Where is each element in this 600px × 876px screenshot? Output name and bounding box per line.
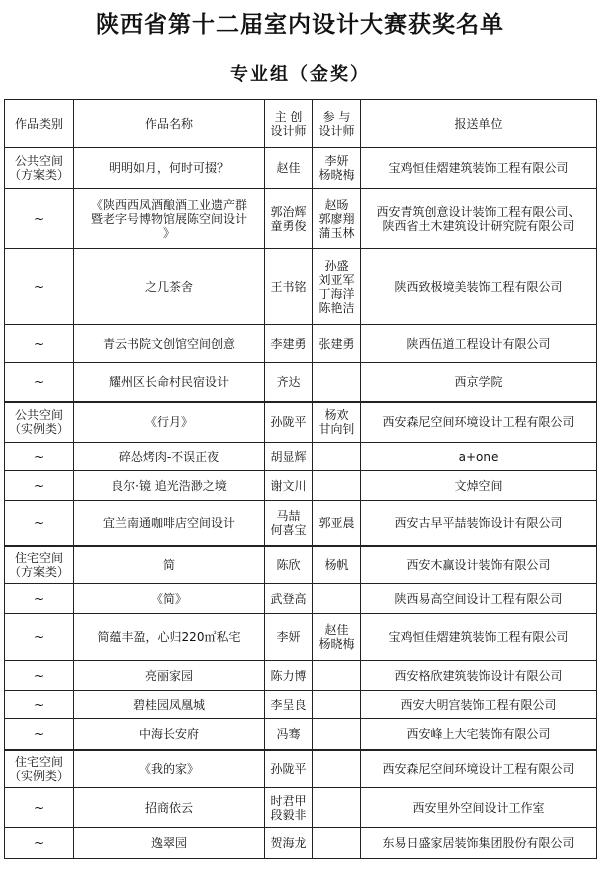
header-category: 作品类别 <box>5 100 74 148</box>
table-row <box>5 750 597 788</box>
table-row <box>5 148 597 189</box>
cell-lead-designer: 胡显辉 <box>265 443 313 471</box>
header-lead-designer: 主 创 设计师 <box>265 100 313 148</box>
cell-lead-designer: 赵佳 <box>265 148 313 189</box>
cell-lead-designer: 陈欣 <box>265 546 313 584</box>
cell-unit: 宝鸡恒佳熠建筑装饰工程有限公司 <box>361 148 597 189</box>
cell-lead-designer: 孙陇平 <box>265 750 313 788</box>
cell-work: 青云书院文创馆空间创意 <box>74 325 265 363</box>
cell-work: 《我的家》 <box>74 750 265 788</box>
cell-category: ~ <box>5 788 74 828</box>
header-unit: 报送单位 <box>361 100 597 148</box>
cell-work: 碎怂烤肉-不误正夜 <box>74 443 265 471</box>
cell-lead-designer: 孙陇平 <box>265 402 313 443</box>
table-row <box>5 546 597 584</box>
table-row <box>5 584 597 614</box>
cell-category: ~ <box>5 325 74 363</box>
cell-unit: 西安青筑创意设计装饰工程有限公司、 陕西省土木建筑设计研究院有限公司 <box>361 189 597 249</box>
cell-participants: 赵佳 杨晓梅 <box>313 614 361 661</box>
cell-unit: 西安里外空间设计工作室 <box>361 788 597 828</box>
cell-participants <box>313 443 361 471</box>
cell-participants: 杨帆 <box>313 546 361 584</box>
cell-work: 简蕴丰盈，心归220㎡私宅 <box>74 614 265 661</box>
cell-work: 《行月》 <box>74 402 265 443</box>
cell-lead-designer: 马喆 何喜宝 <box>265 501 313 546</box>
cell-category: 住宅空间 （实例类） <box>5 750 74 788</box>
cell-lead-designer: 武登高 <box>265 584 313 614</box>
cell-lead-designer: 郭治辉 童勇俊 <box>265 189 313 249</box>
cell-category: ~ <box>5 828 74 859</box>
cell-unit: a+one <box>361 443 597 471</box>
cell-participants: 张建勇 <box>313 325 361 363</box>
cell-unit: 西安大明宫装饰工程有限公司 <box>361 691 597 719</box>
cell-unit: 西安森尼空间环境设计工程有限公司 <box>361 750 597 788</box>
table-row <box>5 325 597 363</box>
cell-work: 《陕西西凤酒酿酒工业遗产群 暨老字号博物馆展陈空间设计 》 <box>74 189 265 249</box>
cell-work: 《简》 <box>74 584 265 614</box>
cell-unit: 西京学院 <box>361 363 597 402</box>
cell-work: 明明如月，何时可掇？ <box>74 148 265 189</box>
cell-category: ~ <box>5 584 74 614</box>
cell-unit: 陕西致极境美装饰工程有限公司 <box>361 249 597 325</box>
cell-lead-designer: 李呈良 <box>265 691 313 719</box>
cell-unit: 文焯空间 <box>361 471 597 501</box>
table-row <box>5 719 597 750</box>
cell-category: ~ <box>5 443 74 471</box>
table-row <box>5 189 597 249</box>
cell-work: 逸翠园 <box>74 828 265 859</box>
table-row <box>5 471 597 501</box>
cell-unit: 东易日盛家居装饰集团股份有限公司 <box>361 828 597 859</box>
cell-lead-designer: 李建勇 <box>265 325 313 363</box>
cell-work: 耀州区长命村民宿设计 <box>74 363 265 402</box>
table-row <box>5 363 597 402</box>
cell-category: ~ <box>5 501 74 546</box>
cell-participants: 赵旸 郭廖翔 蒲玉林 <box>313 189 361 249</box>
cell-category: ~ <box>5 363 74 402</box>
cell-unit: 陕西易高空间设计工程有限公司 <box>361 584 597 614</box>
table-row <box>5 249 597 325</box>
cell-unit: 西安古早平喆装饰设计有限公司 <box>361 501 597 546</box>
cell-lead-designer: 谢文川 <box>265 471 313 501</box>
cell-participants <box>313 719 361 750</box>
table-row <box>5 788 597 828</box>
cell-work: 招商依云 <box>74 788 265 828</box>
table-row <box>5 828 597 859</box>
cell-work: 亮丽家园 <box>74 661 265 691</box>
cell-category: 公共空间 （实例类） <box>5 402 74 443</box>
cell-participants <box>313 788 361 828</box>
cell-unit: 陕西伍道工程设计有限公司 <box>361 325 597 363</box>
cell-participants <box>313 691 361 719</box>
cell-lead-designer: 李妍 <box>265 614 313 661</box>
cell-category: ~ <box>5 719 74 750</box>
cell-participants <box>313 471 361 501</box>
cell-unit: 宝鸡恒佳熠建筑装饰工程有限公司 <box>361 614 597 661</box>
cell-category: ~ <box>5 691 74 719</box>
cell-work: 简 <box>74 546 265 584</box>
cell-lead-designer: 齐达 <box>265 363 313 402</box>
header-work: 作品名称 <box>74 100 265 148</box>
cell-category: ~ <box>5 471 74 501</box>
cell-unit: 西安格欣建筑装饰设计有限公司 <box>361 661 597 691</box>
page-subtitle: 专业组（金奖） <box>230 64 370 85</box>
cell-participants <box>313 661 361 691</box>
cell-lead-designer: 冯骞 <box>265 719 313 750</box>
table-header-row <box>5 100 597 148</box>
cell-category: ~ <box>5 614 74 661</box>
header-participants: 参 与 设计师 <box>313 100 361 148</box>
cell-category: ~ <box>5 189 74 249</box>
cell-participants: 李妍 杨晓梅 <box>313 148 361 189</box>
cell-lead-designer: 王书铭 <box>265 249 313 325</box>
page-title: 陕西省第十二届室内设计大赛获奖名单 <box>96 12 504 38</box>
cell-category: 公共空间 （方案类） <box>5 148 74 189</box>
cell-work: 良尔·镜 追光浩渺之境 <box>74 471 265 501</box>
cell-work: 宜兰南通咖啡店空间设计 <box>74 501 265 546</box>
cell-work: 碧桂园凤凰城 <box>74 691 265 719</box>
cell-unit: 西安峰上大宅装饰有限公司 <box>361 719 597 750</box>
cell-category: ~ <box>5 661 74 691</box>
cell-participants <box>313 828 361 859</box>
table-row <box>5 614 597 661</box>
cell-participants <box>313 584 361 614</box>
cell-participants: 孙盛 刘亚军 丁海洋 陈艳洁 <box>313 249 361 325</box>
table-row <box>5 443 597 471</box>
table-row <box>5 691 597 719</box>
cell-work: 中海长安府 <box>74 719 265 750</box>
cell-category: ~ <box>5 249 74 325</box>
table-row <box>5 501 597 546</box>
table-row <box>5 661 597 691</box>
cell-participants <box>313 750 361 788</box>
cell-category: 住宅空间 （方案类） <box>5 546 74 584</box>
cell-participants: 杨欢 甘向钊 <box>313 402 361 443</box>
cell-lead-designer: 时君甲 段毅非 <box>265 788 313 828</box>
cell-unit: 西安森尼空间环境设计工程有限公司 <box>361 402 597 443</box>
cell-participants <box>313 363 361 402</box>
cell-work: 之几茶舍 <box>74 249 265 325</box>
cell-lead-designer: 陈力博 <box>265 661 313 691</box>
awards-table <box>4 99 597 859</box>
cell-lead-designer: 贺海龙 <box>265 828 313 859</box>
cell-unit: 西安木赢设计装饰有限公司 <box>361 546 597 584</box>
cell-participants: 郭亚晨 <box>313 501 361 546</box>
table-row <box>5 402 597 443</box>
